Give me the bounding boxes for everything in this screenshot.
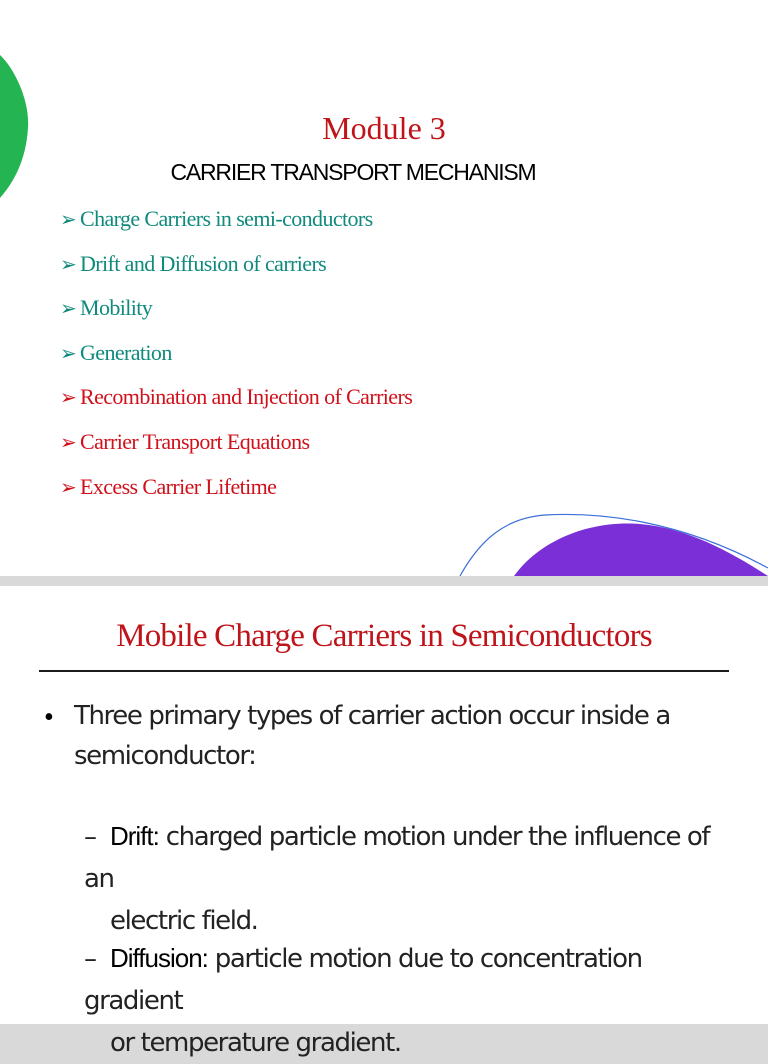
topic-item [60,470,412,515]
drift-text-line-1: charged particle motion under the influence of an [84,822,710,894]
arrow-bullet-icon: ➢ [60,387,77,410]
drift-term: Drift: [110,821,159,851]
sub-bullet-diffusion [84,937,744,1064]
slide-mobile-charge-carriers [0,586,768,1058]
dash-bullet-icon: – [84,822,96,852]
arrow-bullet-icon: ➢ [60,431,77,454]
intro-line-1: Three primary types of carrier action occur inside a [74,701,670,731]
section-title: CARRIER TRANSPORT MECHANISM [170,159,536,185]
arrow-bullet-icon: ➢ [60,253,77,276]
diffusion-term: Diffusion: [110,943,208,973]
topic-list [60,202,412,514]
intro-line-2: semiconductor: [74,741,256,771]
topic-item [60,291,412,336]
topic-label: Recombination and Injection of Carriers [80,384,413,410]
topic-item [60,202,412,247]
bullet-dot-icon: • [44,702,54,733]
diffusion-text-line-2: or temperature gradient. [110,1028,401,1058]
topic-item [60,380,412,425]
diffusion-text-line-1: particle motion due to concentration gradient [84,944,642,1016]
topic-label: Drift and Diffusion of carriers [80,250,327,276]
topic-label: Charge Carriers in semi-conductors [80,206,373,231]
intro-bullet-text [74,696,724,776]
topic-label: Carrier Transport Equations [80,428,310,454]
arrow-bullet-icon: ➢ [60,209,77,231]
topic-label: Excess Carrier Lifetime [80,473,277,499]
title-divider [39,670,729,672]
topic-item [60,425,412,470]
topic-item [60,247,412,292]
drift-text-line-2: electric field. [110,906,258,936]
topic-label: Generation [80,339,172,365]
topic-item [60,336,412,381]
sub-bullet-drift [84,815,744,942]
module-title: Module 3 [322,110,446,146]
arrow-bullet-icon: ➢ [60,298,77,321]
arrow-bullet-icon: ➢ [60,342,77,365]
topic-label: Mobility [80,295,153,321]
dash-bullet-icon: – [84,944,96,974]
arrow-bullet-icon: ➢ [60,476,77,499]
slide-title: Mobile Charge Carriers in Semiconductors [116,618,652,654]
